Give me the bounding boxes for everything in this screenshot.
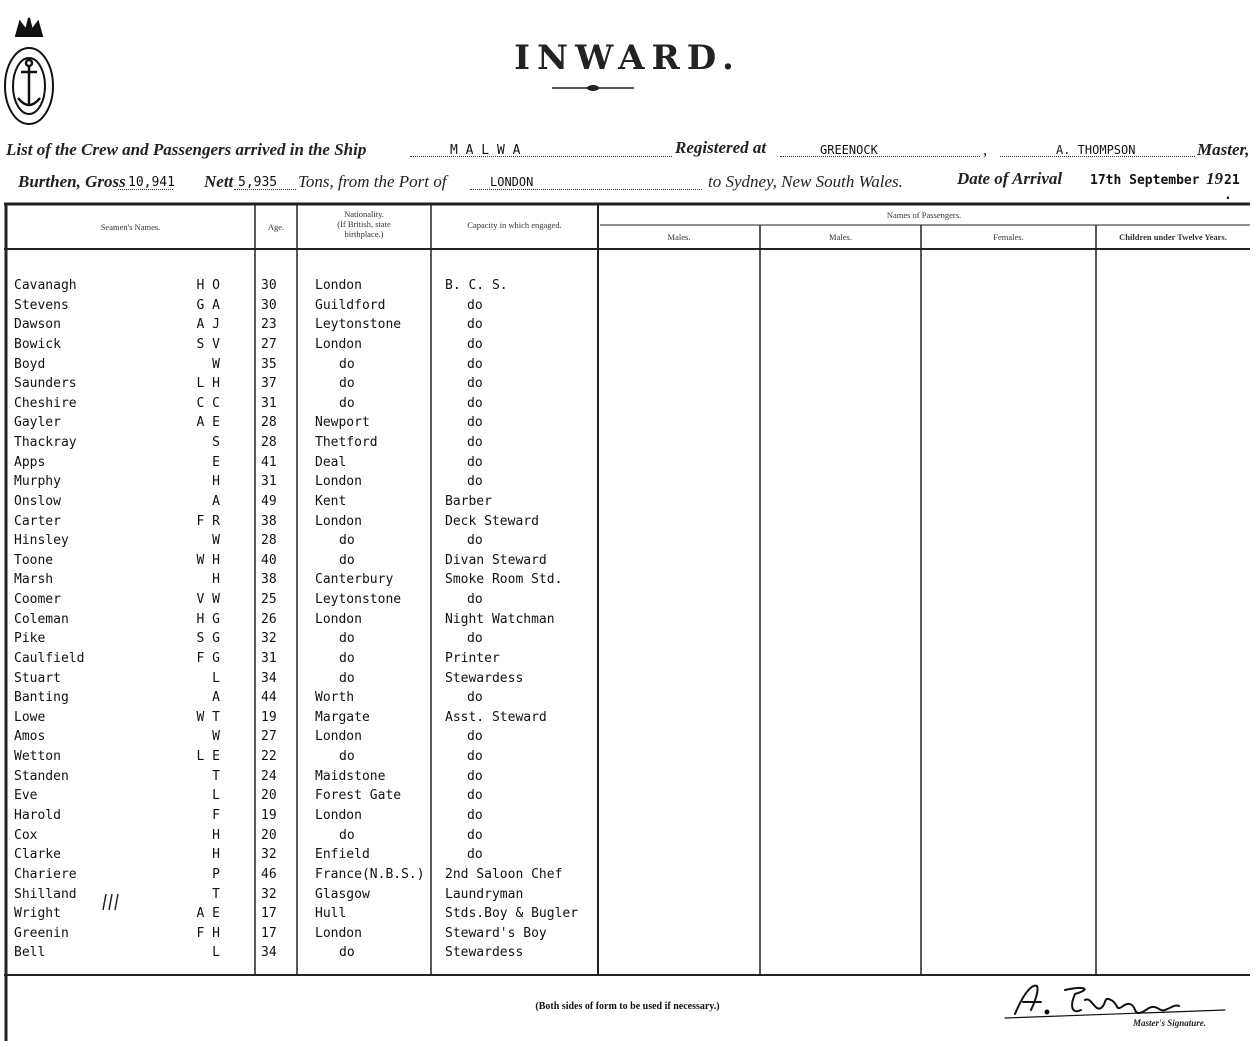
crew-row bbox=[0, 651, 1255, 671]
crew-row bbox=[0, 631, 1255, 651]
crew-initials: E bbox=[212, 454, 220, 470]
crew-initials: L H bbox=[196, 376, 220, 392]
crew-surname: Apps bbox=[14, 454, 46, 470]
crew-initials: W bbox=[212, 356, 220, 372]
crew-nationality: do bbox=[339, 631, 355, 647]
crew-initials: H O bbox=[196, 278, 220, 293]
crew-capacity: do bbox=[467, 376, 483, 392]
crew-age: 49 bbox=[261, 493, 277, 509]
date-label: Date of Arrival bbox=[957, 169, 1063, 188]
crew-age: 41 bbox=[261, 454, 277, 470]
crew-age: 44 bbox=[261, 690, 277, 706]
crew-surname: Shilland bbox=[14, 886, 77, 902]
crew-surname: Clarke bbox=[14, 847, 61, 863]
header-comma: , bbox=[983, 140, 988, 159]
crew-row bbox=[0, 514, 1255, 534]
crew-surname: Toone bbox=[14, 552, 54, 568]
crew-surname: Chariere bbox=[14, 866, 77, 882]
header-age: Age. bbox=[267, 222, 285, 232]
crew-initials: C C bbox=[196, 395, 220, 411]
tons-from-label: Tons, from the Port of bbox=[298, 172, 447, 191]
crew-row bbox=[0, 474, 1255, 494]
crew-row bbox=[0, 867, 1255, 887]
crew-capacity: do bbox=[467, 454, 483, 470]
master-signature bbox=[985, 980, 1235, 1020]
crew-surname: Amos bbox=[14, 729, 46, 745]
crew-age: 32 bbox=[261, 847, 277, 863]
crew-age: 17 bbox=[261, 925, 277, 941]
crew-surname: Boyd bbox=[14, 356, 46, 372]
crew-surname: Wright bbox=[14, 906, 61, 922]
crew-surname: Stuart bbox=[14, 670, 61, 686]
signature-label: Master's Signature. bbox=[1133, 1018, 1207, 1028]
crew-nationality: London bbox=[315, 474, 362, 490]
crew-row bbox=[0, 906, 1255, 926]
crew-surname: Greenin bbox=[14, 925, 69, 941]
crew-capacity: Steward's Boy bbox=[445, 925, 547, 941]
crew-initials: V W bbox=[196, 592, 220, 608]
crew-capacity: do bbox=[467, 808, 483, 823]
crew-nationality: do bbox=[339, 552, 355, 568]
crew-age: 19 bbox=[261, 709, 277, 725]
crew-surname: Onslow bbox=[14, 493, 61, 509]
year-suffix: 21 . bbox=[1224, 173, 1240, 203]
crew-row bbox=[0, 298, 1255, 318]
crew-initials: L bbox=[212, 670, 220, 686]
crew-capacity: do bbox=[467, 690, 483, 706]
crew-nationality: London bbox=[315, 278, 362, 293]
crew-capacity: B. C. S. bbox=[445, 278, 508, 293]
crew-nationality: do bbox=[339, 670, 355, 686]
crew-initials: F G bbox=[196, 650, 220, 666]
crew-age: 40 bbox=[261, 552, 277, 568]
crew-surname: Coomer bbox=[14, 592, 61, 608]
gross-tonnage: 10,941 bbox=[128, 175, 175, 190]
crew-capacity: Stds.Boy & Bugler bbox=[445, 906, 579, 922]
crew-row bbox=[0, 435, 1255, 455]
crew-capacity: Divan Steward bbox=[445, 552, 547, 568]
crew-nationality: London bbox=[315, 336, 362, 352]
crew-row bbox=[0, 749, 1255, 769]
header-males-2: Males. bbox=[829, 232, 852, 242]
crew-nationality: Enfield bbox=[315, 847, 370, 863]
crew-capacity: do bbox=[467, 356, 483, 372]
crew-surname: Caulfield bbox=[14, 650, 85, 666]
crew-nationality: Forest Gate bbox=[315, 788, 402, 804]
crew-age: 38 bbox=[261, 513, 277, 529]
crew-age: 24 bbox=[261, 768, 277, 784]
tally-marks bbox=[98, 892, 122, 912]
crew-surname: Banting bbox=[14, 690, 69, 706]
crew-age: 31 bbox=[261, 395, 277, 411]
crew-nationality: Thetford bbox=[315, 435, 378, 451]
crew-surname: Cheshire bbox=[14, 395, 77, 411]
crew-surname: Bowick bbox=[14, 336, 61, 352]
crew-surname: Gayler bbox=[14, 415, 61, 431]
crew-nationality: Deal bbox=[315, 454, 347, 470]
crew-age: 34 bbox=[261, 670, 277, 686]
header-nationality: Nationality. (If British, state birthplace.) bbox=[337, 209, 391, 239]
crew-age: 31 bbox=[261, 474, 277, 490]
crew-capacity: 2nd Saloon Chef bbox=[445, 866, 563, 882]
crew-nationality: Kent bbox=[315, 493, 347, 509]
crew-surname: Coleman bbox=[14, 611, 69, 627]
crew-row bbox=[0, 887, 1255, 907]
crew-capacity: Asst. Steward bbox=[445, 709, 547, 725]
crew-capacity: do bbox=[467, 415, 483, 431]
crew-nationality: London bbox=[315, 925, 362, 941]
crew-row bbox=[0, 671, 1255, 691]
crew-capacity: Night Watchman bbox=[445, 611, 555, 627]
crew-age: 27 bbox=[261, 729, 277, 745]
crew-surname: Carter bbox=[14, 513, 61, 529]
crew-row bbox=[0, 317, 1255, 337]
crew-row bbox=[0, 494, 1255, 514]
crew-capacity: do bbox=[467, 827, 483, 843]
crew-nationality: Canterbury bbox=[315, 572, 394, 588]
crew-nationality: Leytonstone bbox=[315, 592, 402, 608]
crew-capacity: do bbox=[467, 768, 483, 784]
crew-initials: A J bbox=[196, 317, 220, 333]
crew-nationality: do bbox=[339, 827, 355, 843]
crew-surname: Cavanagh bbox=[14, 278, 77, 293]
crew-initials: W bbox=[212, 729, 220, 745]
crew-age: 37 bbox=[261, 376, 277, 392]
crew-capacity: do bbox=[467, 395, 483, 411]
crew-row bbox=[0, 690, 1255, 710]
crew-capacity: do bbox=[467, 788, 483, 804]
crew-initials: S bbox=[212, 435, 220, 451]
crew-initials: T bbox=[212, 768, 220, 784]
crew-initials: F bbox=[212, 808, 220, 823]
crew-age: 30 bbox=[261, 297, 277, 313]
crew-surname: Standen bbox=[14, 768, 69, 784]
crew-capacity: do bbox=[467, 592, 483, 608]
registered-label: Registered at bbox=[675, 138, 767, 157]
form-usage-note: (Both sides of form to be used if necessary.) bbox=[535, 1001, 720, 1012]
crew-initials: W T bbox=[196, 709, 220, 725]
crew-row bbox=[0, 357, 1255, 377]
header-males-1: Males. bbox=[667, 232, 691, 242]
crew-surname: Dawson bbox=[14, 317, 61, 333]
crew-surname: Lowe bbox=[14, 709, 46, 725]
crew-nationality: London bbox=[315, 611, 362, 627]
crew-initials: S V bbox=[196, 336, 220, 352]
master-name: A. THOMPSON bbox=[1056, 143, 1136, 157]
crew-surname: Marsh bbox=[14, 572, 54, 588]
crew-age: 30 bbox=[261, 278, 277, 293]
crew-surname: Cox bbox=[14, 827, 38, 843]
crew-age: 38 bbox=[261, 572, 277, 588]
crew-capacity: do bbox=[467, 631, 483, 647]
crew-nationality: Leytonstone bbox=[315, 317, 402, 333]
crew-initials: T bbox=[212, 886, 220, 902]
ship-name: M A L W A bbox=[450, 143, 521, 158]
crew-nationality: do bbox=[339, 945, 355, 961]
header-children: Children under Twelve Years. bbox=[1119, 232, 1227, 242]
crew-age: 19 bbox=[261, 808, 277, 823]
crew-nationality: Worth bbox=[315, 690, 355, 706]
crew-age: 32 bbox=[261, 886, 277, 902]
crew-nationality: Newport bbox=[315, 415, 370, 431]
crew-initials: W H bbox=[196, 552, 220, 568]
year-prefix: 19 bbox=[1206, 169, 1223, 188]
crew-initials: A E bbox=[196, 415, 220, 431]
crew-surname: Stevens bbox=[14, 297, 69, 313]
nett-tonnage: 5,935 bbox=[238, 175, 278, 190]
crew-age: 22 bbox=[261, 749, 277, 765]
crew-row bbox=[0, 455, 1255, 475]
crew-initials: L bbox=[212, 788, 220, 804]
crew-initials: L E bbox=[196, 749, 220, 765]
crew-row bbox=[0, 710, 1255, 730]
crew-initials: H bbox=[212, 827, 220, 843]
crew-row bbox=[0, 376, 1255, 396]
crew-nationality: London bbox=[315, 808, 362, 823]
crew-age: 35 bbox=[261, 356, 277, 372]
crew-capacity: do bbox=[467, 729, 483, 745]
crew-capacity: Stewardess bbox=[445, 945, 524, 961]
crew-row bbox=[0, 592, 1255, 612]
crew-capacity: Laundryman bbox=[445, 886, 524, 902]
crew-initials: H G bbox=[196, 611, 220, 627]
crew-age: 28 bbox=[261, 435, 277, 451]
crew-nationality: Hull bbox=[315, 906, 347, 922]
port-from: LONDON bbox=[490, 175, 534, 189]
crew-initials: S G bbox=[196, 631, 220, 647]
crew-age: 17 bbox=[261, 906, 277, 922]
crew-age: 26 bbox=[261, 611, 277, 627]
destination-label: to Sydney, New South Wales. bbox=[708, 172, 903, 191]
crew-row bbox=[0, 278, 1255, 298]
crew-surname: Wetton bbox=[14, 749, 61, 765]
crew-row bbox=[0, 337, 1255, 357]
crew-nationality: Margate bbox=[315, 709, 370, 725]
crew-row bbox=[0, 533, 1255, 553]
crew-initials: F R bbox=[196, 513, 220, 529]
crew-capacity: do bbox=[467, 749, 483, 765]
arrival-date: 17th September bbox=[1090, 173, 1200, 188]
crew-capacity: Barber bbox=[445, 493, 492, 509]
crew-row bbox=[0, 415, 1255, 435]
crew-initials: P bbox=[212, 866, 220, 882]
crew-row bbox=[0, 396, 1255, 416]
crew-surname: Harold bbox=[14, 808, 61, 823]
crew-initials: H bbox=[212, 847, 220, 863]
crew-row bbox=[0, 808, 1255, 828]
crew-surname: Eve bbox=[14, 788, 38, 804]
crew-initials: F H bbox=[196, 925, 220, 941]
crew-age: 34 bbox=[261, 945, 277, 961]
header-passengers: Names of Passengers. bbox=[886, 210, 962, 220]
crew-row bbox=[0, 729, 1255, 749]
crew-capacity: Printer bbox=[445, 650, 500, 666]
crew-initials: H bbox=[212, 474, 220, 490]
page-title: INWARD. bbox=[514, 38, 741, 78]
crew-row bbox=[0, 788, 1255, 808]
nett-label: Nett bbox=[204, 172, 234, 191]
crew-initials: W bbox=[212, 533, 220, 549]
crew-capacity: do bbox=[467, 297, 483, 313]
crew-initials: H bbox=[212, 572, 220, 588]
list-label: List of the Crew and Passengers arrived in the Ship bbox=[6, 140, 367, 159]
crew-nationality: do bbox=[339, 395, 355, 411]
crew-row bbox=[0, 553, 1255, 573]
crew-surname: Hinsley bbox=[14, 533, 69, 549]
crew-age: 28 bbox=[261, 415, 277, 431]
crew-capacity: do bbox=[467, 533, 483, 549]
crew-nationality: Maidstone bbox=[315, 768, 386, 784]
crew-row bbox=[0, 769, 1255, 789]
crew-initials: L bbox=[212, 945, 220, 961]
crew-capacity: do bbox=[467, 336, 483, 352]
crew-age: 20 bbox=[261, 788, 277, 804]
crew-initials: G A bbox=[196, 297, 220, 313]
crew-age: 32 bbox=[261, 631, 277, 647]
crew-row bbox=[0, 847, 1255, 867]
crew-age: 27 bbox=[261, 336, 277, 352]
crew-capacity: Deck Steward bbox=[445, 513, 539, 529]
crew-initials: A bbox=[212, 690, 220, 706]
crew-nationality: Glasgow bbox=[315, 886, 370, 902]
header-capacity: Capacity in which engaged. bbox=[467, 220, 562, 230]
crew-surname: Murphy bbox=[14, 474, 61, 490]
crew-nationality: London bbox=[315, 513, 362, 529]
crew-row bbox=[0, 926, 1255, 946]
crew-row bbox=[0, 612, 1255, 632]
crew-capacity: do bbox=[467, 435, 483, 451]
crew-age: 31 bbox=[261, 650, 277, 666]
crew-row bbox=[0, 572, 1255, 592]
crew-capacity: Smoke Room Std. bbox=[445, 572, 563, 588]
crew-capacity: do bbox=[467, 317, 483, 333]
crew-capacity: Stewardess bbox=[445, 670, 524, 686]
crew-age: 25 bbox=[261, 592, 277, 608]
crew-capacity: do bbox=[467, 847, 483, 863]
crew-nationality: France(N.B.S.) bbox=[315, 866, 425, 882]
crew-nationality: London bbox=[315, 729, 362, 745]
crew-nationality: do bbox=[339, 376, 355, 392]
port-of-registry: GREENOCK bbox=[820, 143, 878, 157]
crew-age: 20 bbox=[261, 827, 277, 843]
crew-surname: Pike bbox=[14, 631, 46, 647]
master-label: Master, bbox=[1197, 140, 1250, 159]
crew-nationality: do bbox=[339, 533, 355, 549]
header-seamens-names: Seamen's Names. bbox=[100, 222, 161, 232]
crew-age: 46 bbox=[261, 866, 277, 882]
crew-initials: A bbox=[212, 493, 220, 509]
crew-surname: Saunders bbox=[14, 376, 77, 392]
crew-age: 23 bbox=[261, 317, 277, 333]
crew-nationality: do bbox=[339, 650, 355, 666]
crew-row bbox=[0, 828, 1255, 848]
burthen-label: Burthen, Gross bbox=[18, 172, 126, 191]
crew-nationality: do bbox=[339, 356, 355, 372]
crew-surname: Bell bbox=[14, 945, 46, 961]
crew-surname: Thackray bbox=[14, 435, 77, 451]
crew-capacity: do bbox=[467, 474, 483, 490]
header-females: Females. bbox=[993, 232, 1024, 242]
crew-nationality: do bbox=[339, 749, 355, 765]
crew-row bbox=[0, 945, 1255, 965]
crew-age: 28 bbox=[261, 533, 277, 549]
crew-initials: A E bbox=[196, 906, 220, 922]
crew-nationality: Guildford bbox=[315, 297, 386, 313]
